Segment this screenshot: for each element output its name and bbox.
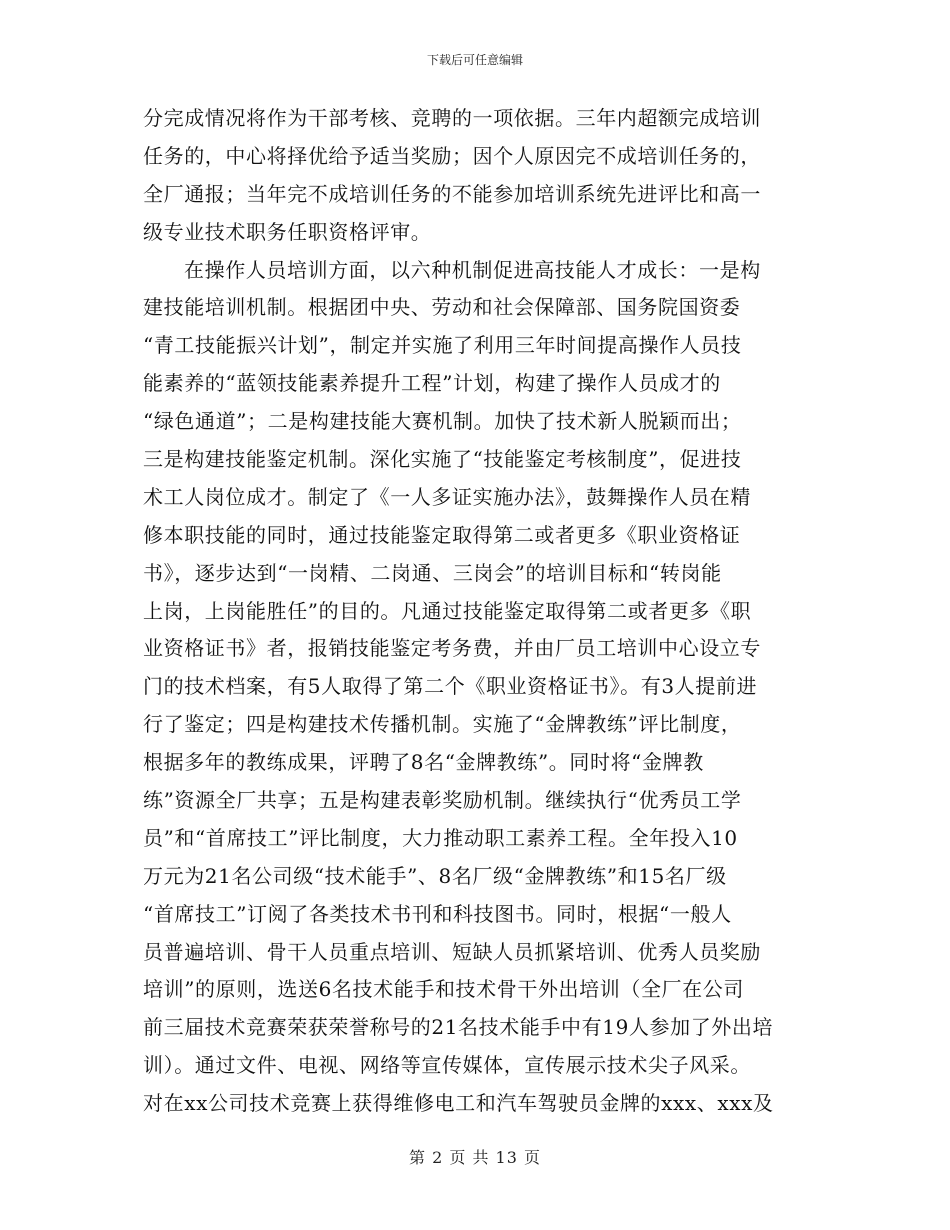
text-line: 建技能培训机制。根据团中央、劳动和社会保障部、国务院国资委: [143, 295, 741, 320]
text-line: 行了鉴定；四是构建技术传播机制。实施了“金牌教练”评比制度，: [143, 712, 742, 737]
text-line: 对在xx公司技术竞赛上获得维修电工和汽车驾驶员金牌的xxx、xxx及: [143, 1091, 774, 1116]
text-line: 修本职技能的同时，通过技能鉴定取得第二或者更多《职业资格证: [143, 522, 741, 547]
text-line: 上岗，上岗能胜任”的目的。凡通过技能鉴定取得第二或者更多《职: [143, 598, 752, 623]
text-line: 万元为21名公司级“技术能手”、8名厂级“金牌教练”和15名厂级: [143, 863, 727, 888]
text-line: “绿色通道”；二是构建技能大赛机制。加快了技术新人脱颖而出；: [143, 409, 742, 434]
text-line: 业资格证书》者，报销技能鉴定考务费，并由厂员工培训中心设立专: [143, 636, 761, 661]
text-line: 分完成情况将作为干部考核、竞聘的一项依据。三年内超额完成培训: [143, 106, 761, 130]
document-body: [143, 100, 815, 1123]
paragraph-first-line: 在操作人员培训方面，以六种机制促进高技能人才成长：一是构: [184, 257, 761, 282]
text-line: 三是构建技能鉴定机制。深化实施了“技能鉴定考核制度”，促进技: [143, 447, 742, 472]
text-line: 全厂通报；当年完不成培训任务的不能参加培训系统先进评比和高一: [143, 181, 761, 206]
text-line: 培训”的原则，选送6名技术能手和技术骨干外出培训（全厂在公司: [143, 977, 744, 1002]
text-line: 根据多年的教练成果，评聘了8名“金牌教练”。同时将“金牌教: [143, 750, 704, 775]
text-line: 员普遍培训、骨干人员重点培训、短缺人员抓紧培训、优秀人员奖励: [143, 939, 761, 964]
text-line: 能素养的“蓝领技能素养提升工程”计划，构建了操作人员成才的: [143, 371, 721, 396]
text-line: 门的技术档案，有5人取得了第二个《职业资格证书》。有3人提前进: [143, 674, 758, 699]
text-line: 术工人岗位成才。制定了《一人多证实施办法》，鼓舞操作人员在精: [143, 484, 751, 509]
text-line: 任务的，中心将择优给予适当奖励；因个人原因完不成培训任务的，: [143, 143, 761, 168]
text-line: 练”资源全厂共享；五是构建表彰奖励机制。继续执行“优秀员工学: [143, 788, 742, 813]
text-line: 级专业技术职务任职资格评审。: [143, 219, 432, 244]
text-line: 训）。通过文件、电视、网络等宣传媒体，宣传展示技术尖子风采。: [143, 1053, 751, 1078]
page-header: 下载后可任意编辑: [426, 53, 523, 67]
text-line: 书》，逐步达到“一岗精、二岗通、三岗会”的培训目标和“转岗能: [143, 560, 722, 585]
page-footer: 第 2 页 共 13 页: [409, 1148, 541, 1167]
text-line: 前三届技术竞赛荣获荣誉称号的21名技术能手中有19人参加了外出培: [143, 1015, 774, 1040]
text-line: “青工技能振兴计划”，制定并实施了利用三年时间提高操作人员技: [143, 333, 742, 358]
text-line: 员”和“首席技工”评比制度，大力推动职工素养工程。全年投入10: [143, 825, 738, 850]
text-line: “首席技工”订阅了各类技术书刊和科技图书。同时，根据“一般人: [143, 901, 732, 926]
